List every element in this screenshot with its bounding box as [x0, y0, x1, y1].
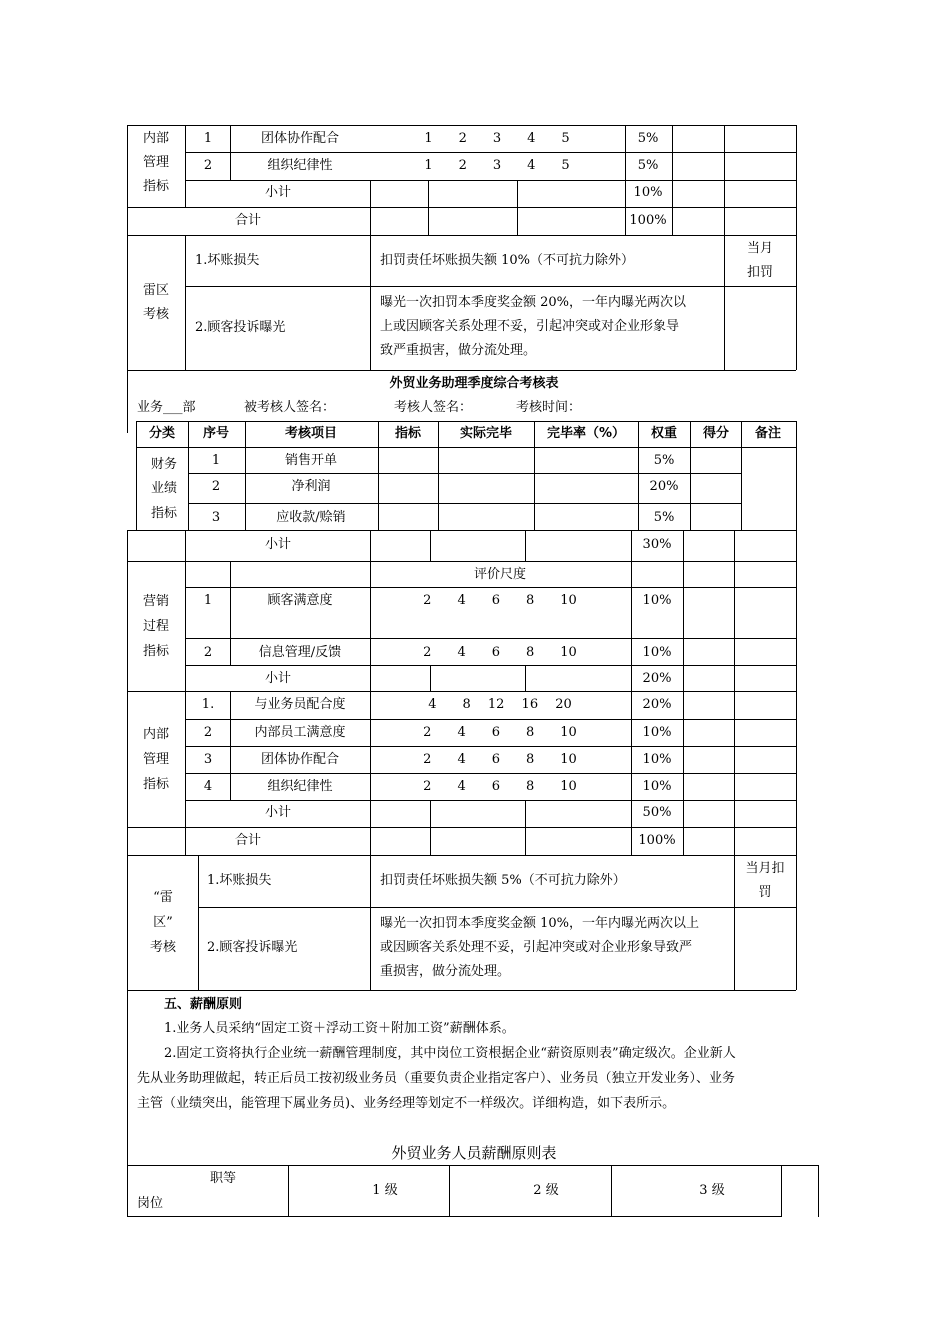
item-name: 与业务员配合度 — [254, 697, 346, 712]
header-item: 考核项目 — [284, 426, 338, 441]
level-header: 1 级 — [372, 1183, 398, 1198]
header-number: 序号 — [202, 426, 230, 441]
risk2-text-line: 曝光一次扣罚本季度奖金额 20%，一年内曝光两次以 — [380, 295, 687, 310]
subtotal-weight: 50% — [642, 805, 672, 820]
total-weight: 100% — [638, 833, 676, 848]
risk2-text-line: 曝光一次扣罚本季度奖金额 10%，一年内曝光两次以上 — [380, 916, 700, 931]
category-line: 指标 — [150, 506, 178, 521]
risk1-label: 1.坏账损失 — [207, 873, 272, 888]
header-category: 分类 — [148, 426, 176, 441]
weight-value: 5% — [637, 158, 659, 173]
risk2-label: 2.顾客投诉曝光 — [207, 940, 298, 955]
salary-table-title: 外贸业务人员薪酬原则表 — [391, 1144, 557, 1162]
category-line: 管理 — [142, 752, 170, 767]
item-name: 团体协作配合 — [260, 752, 340, 767]
category-line: 营销 — [142, 594, 170, 609]
category-line: 指标 — [142, 179, 170, 194]
item-name: 销售开单 — [284, 453, 338, 468]
scale-values: 2 4 6 8 10 — [423, 779, 577, 794]
scale-values: 1 2 3 4 5 — [424, 131, 570, 146]
weight-value: 20% — [642, 697, 672, 712]
paragraph-line: 先从业务助理做起，转正后员工按初级业务员（重要负责企业指定客户）、业务员（独立开发业务）、业务 — [137, 1071, 736, 1086]
item-name: 顾客满意度 — [267, 593, 333, 608]
row-number: 1 — [211, 453, 221, 468]
subtotal-label: 小计 — [264, 185, 292, 200]
risk-category-line: 雷区 — [142, 283, 170, 298]
weight-value: 10% — [642, 752, 672, 767]
scale-header: 评价尺度 — [473, 567, 527, 582]
row-number: 2 — [203, 725, 213, 740]
risk1-label: 1.坏账损失 — [195, 253, 260, 268]
subtotal-weight: 30% — [642, 537, 672, 552]
risk-category-line: 考核 — [142, 307, 170, 322]
weight-value: 10% — [642, 593, 672, 608]
row-number: 4 — [203, 779, 213, 794]
category-line: 财务 — [150, 457, 178, 472]
risk-category-line: 考核 — [149, 940, 177, 955]
weight-value: 20% — [649, 479, 679, 494]
weight-value: 10% — [642, 779, 672, 794]
penalty-label-line: 罚 — [758, 885, 772, 900]
weight-value: 5% — [653, 510, 675, 525]
row-number: 2 — [211, 479, 221, 494]
total-label: 合计 — [234, 833, 262, 848]
subtotal-weight: 10% — [633, 185, 663, 200]
category-line: 指标 — [142, 644, 170, 659]
row-number: 1 — [203, 593, 213, 608]
row-number: 3 — [211, 510, 221, 525]
row-number: 1 — [203, 131, 213, 146]
risk1-text: 扣罚责任坏账损失额 5%（不可抗力除外） — [380, 873, 626, 888]
paragraph: 1.业务人员采纳“固定工资＋浮动工资＋附加工资”薪酬体系。 — [164, 1021, 515, 1036]
item-name: 内部员工满意度 — [254, 725, 346, 740]
category-line: 内部 — [142, 131, 170, 146]
scale-values: 2 4 6 8 10 — [423, 725, 577, 740]
item-name: 组织纪律性 — [267, 779, 333, 794]
penalty-label-line: 扣罚 — [746, 265, 774, 280]
category-line: 内部 — [142, 727, 170, 742]
item-name: 净利润 — [291, 479, 331, 494]
risk2-text-line: 重损害，做分流处理。 — [380, 964, 511, 979]
header-weight: 权重 — [650, 426, 678, 441]
scale-values: 2 4 6 8 10 — [423, 645, 577, 660]
examiner-signature-field: 考核人签名： — [394, 400, 473, 415]
risk-category-line: 区” — [153, 915, 173, 930]
header-remarks: 备注 — [754, 426, 782, 441]
item-name: 组织纪律性 — [267, 158, 333, 173]
subtotal-label: 小计 — [264, 537, 292, 552]
category-line: 指标 — [142, 777, 170, 792]
subtotal-weight: 20% — [642, 671, 672, 686]
category-line: 过程 — [142, 619, 170, 634]
row-number: 3 — [203, 752, 213, 767]
risk1-text: 扣罚责任坏账损失额 10%（不可抗力除外） — [380, 253, 635, 268]
level-header: 2 级 — [533, 1183, 559, 1198]
subtotal-label: 小计 — [264, 805, 292, 820]
weight-value: 5% — [653, 453, 675, 468]
scale-values: 2 4 6 8 10 — [423, 752, 577, 767]
item-name: 应收款/赊销 — [276, 510, 346, 525]
row-number: 2 — [203, 158, 213, 173]
examinee-signature-field: 被考核人签名： — [244, 400, 336, 415]
header-actual: 实际完毕 — [459, 426, 513, 441]
paragraph-line: 主管（业绩突出，能管理下属业务员)、业务经理等划定不一样级次。详细构造，如下表所示。 — [137, 1096, 676, 1111]
paragraph-line: 2.固定工资将执行企业统一薪酬管理制度，其中岗位工资根据企业“薪资原则表”确定级次。企业新人 — [164, 1046, 736, 1061]
corner-header-grade: 职等 — [210, 1171, 237, 1186]
total-label: 合计 — [234, 213, 262, 228]
header-completion-rate: 完毕率（%） — [546, 426, 626, 441]
risk-category-line: “雷 — [153, 890, 173, 905]
weight-value: 10% — [642, 645, 672, 660]
corner-header-position: 岗位 — [137, 1196, 164, 1211]
scale-values: 1 2 3 4 5 — [424, 158, 570, 173]
item-name: 信息管理/反馈 — [258, 645, 342, 660]
risk2-text-line: 上或因顾客关系处理不妥，引起冲突或对企业形象导 — [380, 319, 680, 334]
section-heading: 五、薪酬原则 — [164, 997, 243, 1012]
row-number: 1. — [201, 697, 215, 712]
item-name: 团体协作配合 — [260, 131, 340, 146]
penalty-label-line: 当月 — [746, 241, 774, 256]
header-target: 指标 — [394, 426, 422, 441]
scale-values: 4 8 12 16 20 — [428, 697, 572, 712]
total-weight: 100% — [629, 213, 667, 228]
exam-time-field: 考核时间： — [516, 400, 582, 415]
subtotal-label: 小计 — [264, 671, 292, 686]
header-score: 得分 — [702, 426, 730, 441]
risk2-text-line: 致严重损害，做分流处理。 — [380, 343, 537, 358]
row-number: 2 — [203, 645, 213, 660]
penalty-label-line: 当月扣 — [745, 861, 785, 876]
risk2-text-line: 或因顾客关系处理不妥，引起冲突或对企业形象导致严 — [380, 940, 693, 955]
category-line: 业绩 — [150, 481, 178, 496]
scale-values: 2 4 6 8 10 — [423, 593, 577, 608]
level-header: 3 级 — [699, 1183, 725, 1198]
form-title: 外贸业务助理季度综合考核表 — [389, 376, 559, 391]
category-line: 管理 — [142, 155, 170, 170]
weight-value: 5% — [637, 131, 659, 146]
risk2-label: 2.顾客投诉曝光 — [195, 320, 286, 335]
dept-field: 业务___部 — [137, 400, 196, 415]
weight-value: 10% — [642, 725, 672, 740]
